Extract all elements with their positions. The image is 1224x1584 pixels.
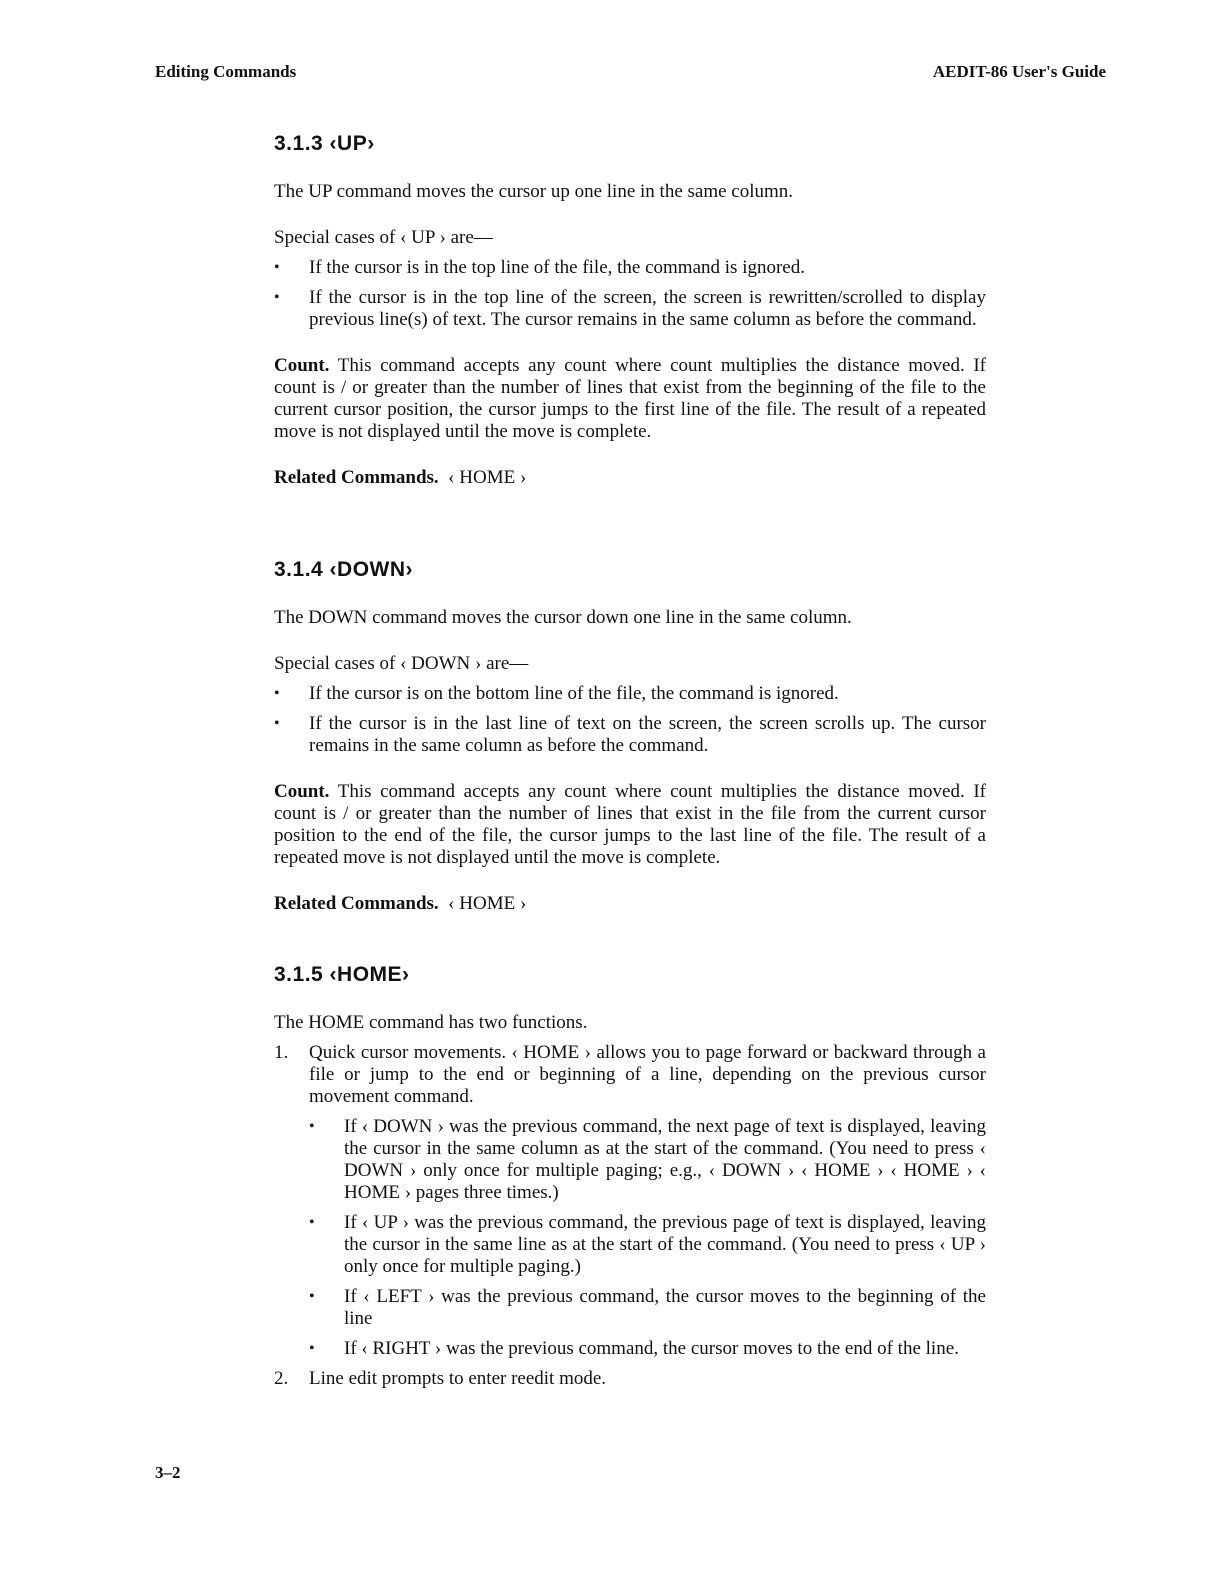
item-number: 2. (274, 1368, 289, 1389)
sub-bullet-list (309, 1116, 986, 1360)
page-number: 3–2 (155, 1463, 181, 1482)
list-item: • If the cursor is on the bottom line of the file, the command is ignored. (274, 683, 986, 705)
item-number: 1. (274, 1042, 289, 1063)
related-label: Related Commands. (274, 467, 439, 488)
count-text: This command accepts any count where count multiplies the distance moved. If count is / or greater than the number of lines that exist from the beginning of the file to the current cursor position, the cursor jumps to the first line of the file. The result of a repeated move is not displayed until the move is complete. (274, 355, 986, 442)
numbered-item (274, 1368, 986, 1390)
list-item: • If the cursor is in the last line of text on the screen, the screen scrolls up. The cursor remains in the same column as before the command. (274, 713, 986, 757)
running-header-right: AEDIT-86 User's Guide (932, 62, 1106, 81)
related-label: Related Commands. (274, 893, 439, 914)
numbered-item (274, 1042, 986, 1360)
section-title: 3.1.3 ‹UP› (274, 132, 375, 155)
section-intro: The UP command moves the cursor up one line in the same column. (274, 181, 794, 202)
section-intro: The HOME command has two functions. (274, 1012, 588, 1033)
special-cases-list (274, 683, 986, 757)
count-text: This command accepts any count where count multiplies the distance moved. If count is / or greater than the number of lines that exist in the file from the current cursor position to the end of the file, the cursor jumps to the last line of the file. The result of a repeated move is not displayed until the move is complete. (274, 781, 986, 868)
count-label: Count. (274, 781, 330, 802)
item-text: Quick cursor movements. ‹ HOME › allows you to page forward or backward through a file or jump to the end or beginning of a line, depending on the previous cursor movement command. (309, 1042, 986, 1107)
running-header-left: Editing Commands (155, 62, 297, 81)
related-value: ‹ HOME › (448, 467, 527, 488)
list-item: • If ‹ LEFT › was the previous command, the cursor moves to the beginning of the line (309, 1286, 986, 1330)
section-intro: The DOWN command moves the cursor down one line in the same column. (274, 607, 852, 628)
list-item: • If ‹ RIGHT › was the previous command, the cursor moves to the end of the line. (309, 1338, 986, 1360)
list-item: • If the cursor is in the top line of the screen, the screen is rewritten/scrolled to display previous line(s) of text. The cursor remains in the same column as before the command. (274, 287, 986, 331)
item-text: Line edit prompts to enter reedit mode. (309, 1368, 607, 1389)
list-item: • If ‹ DOWN › was the previous command, the next page of text is displayed, leaving the cursor in the same column as at the start of the command. (You need to press ‹ DOWN › only once for multiple paging; e.g., ‹ DOWN › ‹ HOME › ‹ HOME › ‹ HOME › pages three times.) (309, 1116, 986, 1204)
section-home (274, 963, 986, 1390)
count-paragraph (274, 355, 986, 443)
count-paragraph (274, 781, 986, 869)
functions-list (274, 1042, 986, 1390)
related-value: ‹ HOME › (448, 893, 527, 914)
section-title: 3.1.4 ‹DOWN› (274, 558, 414, 581)
section-title: 3.1.5 ‹HOME› (274, 963, 410, 986)
section-down (274, 558, 986, 915)
list-item: • If the cursor is in the top line of the file, the command is ignored. (274, 257, 986, 279)
list-item: • If ‹ UP › was the previous command, the previous page of text is displayed, leaving the cursor in the same line as at the start of the command. (You need to press ‹ UP › only once for multiple paging.) (309, 1212, 986, 1278)
special-cases-lead: Special cases of ‹ DOWN › are— (274, 653, 529, 674)
special-cases-list (274, 257, 986, 331)
count-label: Count. (274, 355, 330, 376)
special-cases-lead: Special cases of ‹ UP › are— (274, 227, 493, 248)
related-commands (274, 467, 986, 489)
related-commands (274, 893, 986, 915)
section-up (274, 132, 986, 489)
